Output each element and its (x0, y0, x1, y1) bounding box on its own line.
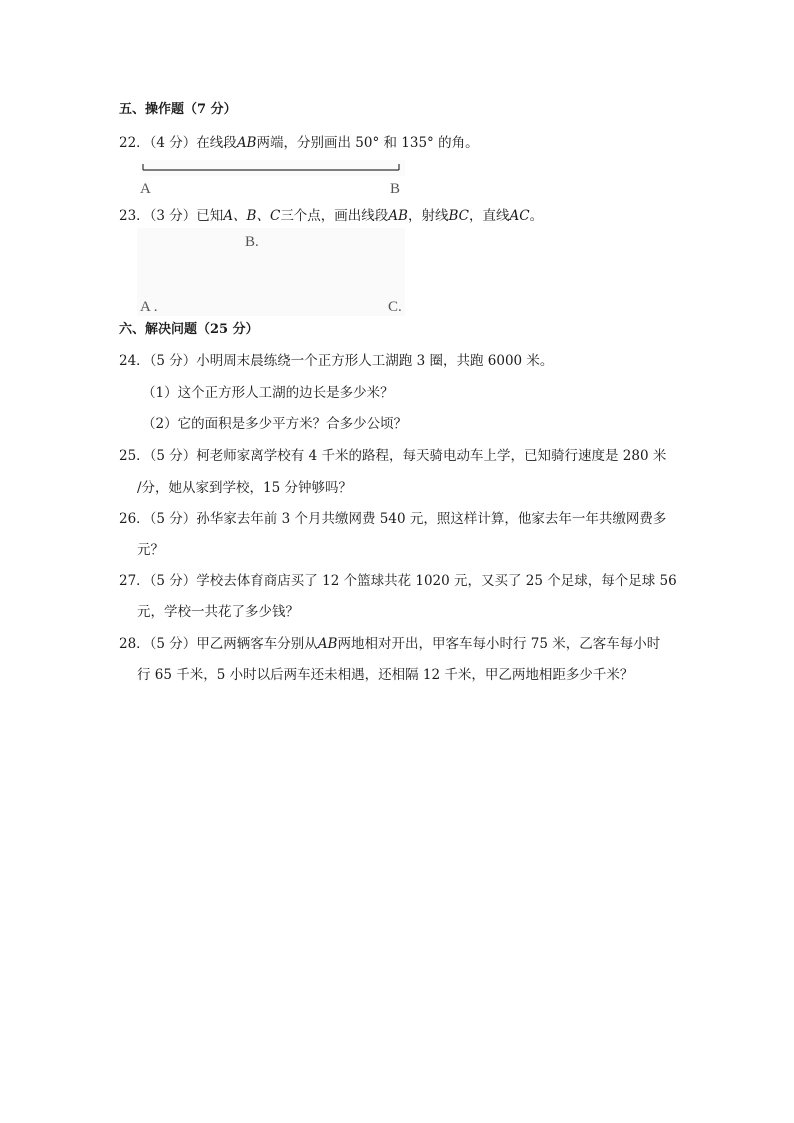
q28-segment: AB (317, 636, 338, 652)
point-b-dot-label: B. (245, 234, 259, 250)
question-28-line-2: 行 65 千米，5 小时以后两车还未相遇，还相隔 12 千米，甲乙两地相距多少千米？ (137, 667, 634, 683)
q23-pre: 23．（3 分）已知 (119, 208, 224, 224)
q22-post: 两端，分别画出 50° 和 135° 的角。 (256, 135, 479, 151)
q22-segment: AB (236, 135, 257, 151)
q28-post: 两地相对开出，甲客车每小时行 75 米，乙客车每小时 (337, 636, 661, 652)
points-figure (137, 228, 405, 316)
section-five-title: 五、操作题（7 分） (119, 102, 237, 117)
question-25-line-1: 25．（5 分）柯老师家离学校有 4 千米的路程，每天骑电动车上学，已知骑行速度是 280 米 (119, 448, 667, 464)
q23-mid3: ，直线 (469, 208, 510, 224)
point-b-label: B (390, 181, 401, 197)
question-24: 24．（5 分）小明周末晨练绕一个正方形人工湖跑 3 圈，共跑 6000 米。 (119, 353, 554, 369)
question-26-line-2: 元？ (137, 542, 164, 558)
question-23 (119, 206, 543, 226)
q23-line: AC (509, 208, 530, 224)
question-24-sub-2: （2）它的面积是多少平方米？合多少公顷？ (142, 416, 408, 432)
q23-segment: AB (388, 208, 408, 224)
question-25-line-2: /分，她从家到学校，15 分钟够吗？ (137, 480, 353, 496)
segment-ab-figure (140, 160, 405, 176)
question-27-line-1: 27．（5 分）学校去体育商店买了 12 个篮球共花 1020 元，又买了 25 个足球，每个足球 56 (119, 573, 677, 589)
q23-mid2: ，射线 (407, 208, 449, 224)
q23-end: 。 (529, 208, 544, 224)
q23-ray: BC (448, 208, 469, 224)
question-22 (119, 133, 479, 153)
point-c-dot-label: C. (388, 299, 402, 315)
point-a-label: A (140, 181, 151, 197)
section-six-title: 六、解决问题（25 分） (119, 322, 259, 337)
question-26-line-1: 26．（5 分）孙华家去年前 3 个月共缴网费 540 元，照这样计算，他家去年一年共缴网费多 (119, 511, 667, 527)
q23-mid1: 三个点，画出线段 (280, 208, 389, 224)
q22-pre: 22．（4 分）在线段 (119, 135, 237, 151)
question-24-sub-1: （1）这个正方形人工湖的边长是多少米？ (142, 385, 394, 401)
q23-points: A、B、C (223, 208, 281, 224)
question-28-line-1 (119, 634, 660, 654)
point-a-dot-label: A . (140, 299, 158, 315)
question-27-line-2: 元，学校一共花了多少钱？ (137, 604, 299, 620)
q28-pre: 28．（5 分）甲乙两辆客车分别从 (119, 636, 318, 652)
